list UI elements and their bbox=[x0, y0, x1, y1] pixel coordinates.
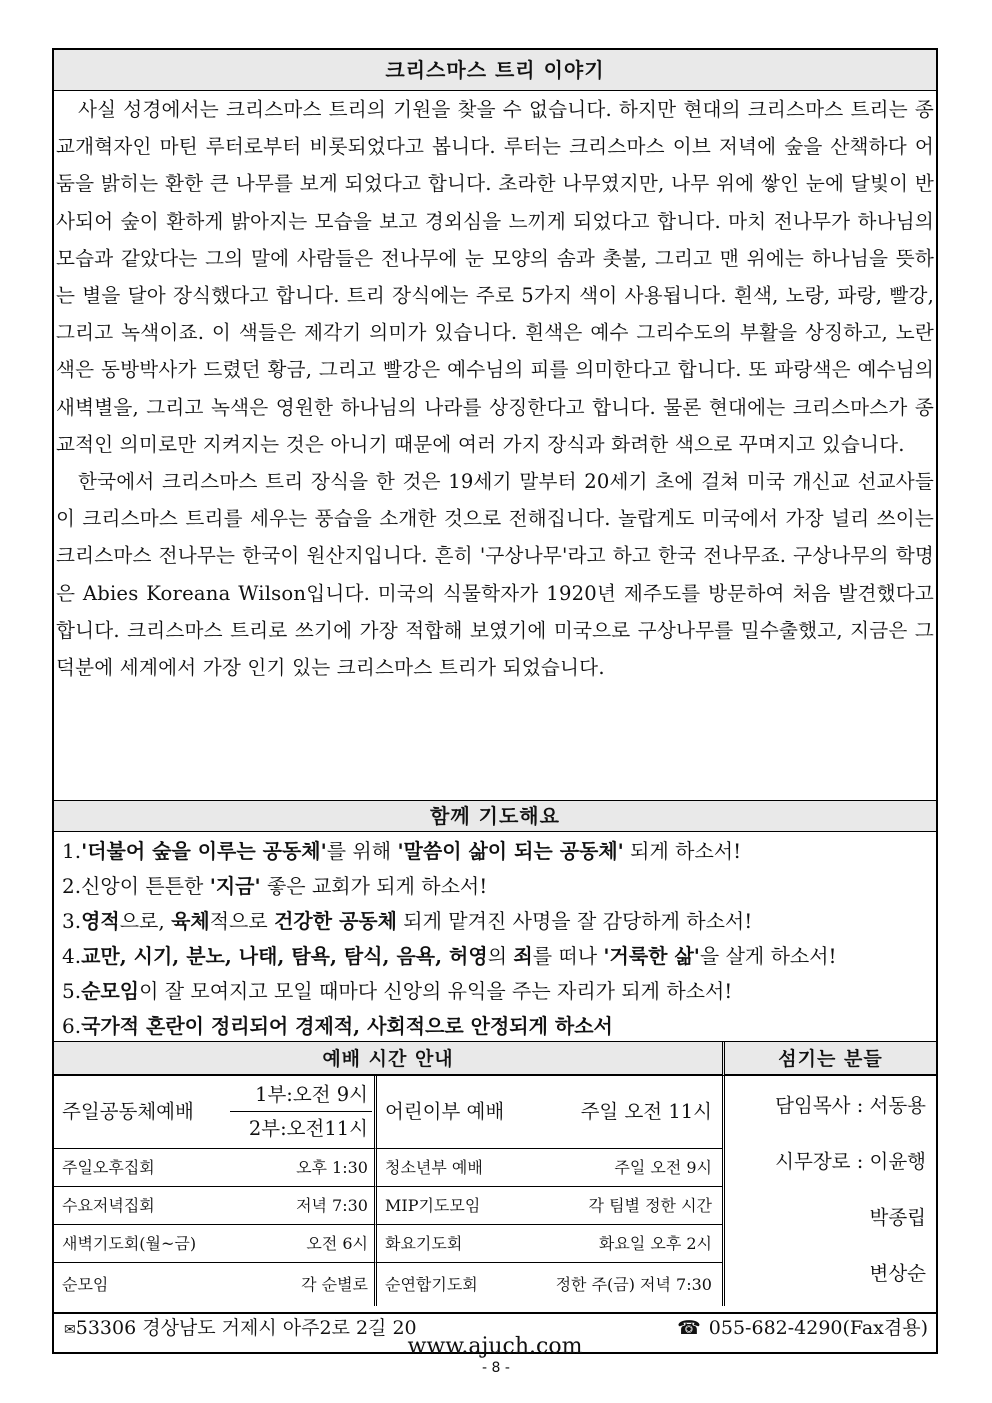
schedule-row-name: MIP기도모임 bbox=[385, 1196, 481, 1215]
text-bold: '말씀이 삶이 되는 공동체' bbox=[397, 839, 624, 863]
story-title: 크리스마스 트리 이야기 bbox=[54, 50, 936, 91]
schedule-title: 예배 시간 안내 bbox=[54, 1042, 722, 1076]
prayer-item-4 bbox=[62, 939, 928, 974]
story-paragraph-2: 한국에서 크리스마스 트리 장식을 한 것은 19세기 말부터 20세기 초에 걸쳐 미국 개신교 선교사들이 크리스마스 트리를 세우는 풍습을 소개한 것으로 전해집니다. 놀랍게도 미국에서 가장 널리 쓰이는 크리스마스 전나무는 한국이 원산지입니다. 흔히 '구상나무'라고 하고 한국 전나무죠. 구상나무의 학명은 Abies Koreana Wilson입니다. 미국의 식물학자가 1920년 제주도를 방문하여 처음 발견했다고 합니다. 크리스마스 트리로 쓰기에 가장 적합해 보였기에 미국으로 구상나무를 밀수출했고, 지금은 그 덕분에 세계에서 가장 인기 있는 크리스마스 트리가 되었습니다. bbox=[56, 470, 934, 680]
schedule-section bbox=[54, 1042, 936, 1312]
sunday-service-row bbox=[54, 1076, 374, 1148]
schedule-row bbox=[374, 1224, 722, 1262]
text: 5. bbox=[62, 979, 82, 1003]
text: 2.신앙이 튼튼한 bbox=[62, 874, 210, 898]
prayer-item-1 bbox=[62, 834, 928, 869]
text-bold: 국가적 혼란이 정리되어 경제적, 사회적으로 안정되게 하소서 bbox=[81, 1014, 613, 1038]
text-bold: '거룩한 삶' bbox=[603, 944, 700, 968]
text: 이 잘 모여지고 모일 때마다 신앙의 유익을 주는 자리가 되게 하소서! bbox=[139, 979, 733, 1003]
schedule-row-name: 수요저녁집회 bbox=[62, 1196, 155, 1215]
phone-text: 055-682-4290(Fax겸용) bbox=[708, 1317, 928, 1339]
schedule-row-time: 오전 6시 bbox=[306, 1234, 368, 1253]
schedule-row bbox=[54, 1262, 374, 1306]
sunday-service-name: 주일공동체예배 bbox=[62, 1100, 194, 1123]
schedule-row-time: 각 팀별 정한 시간 bbox=[588, 1196, 712, 1215]
schedule-row-time: 오후 1:30 bbox=[296, 1158, 368, 1177]
schedule-row-name: 순연합기도회 bbox=[385, 1275, 478, 1294]
phone-icon: ☎ bbox=[677, 1317, 701, 1339]
prayer-item-6 bbox=[62, 1009, 928, 1043]
text: 좋은 교회가 되게 하소서! bbox=[260, 874, 488, 898]
text-bold: 영적 bbox=[81, 909, 120, 933]
children-service-name: 어린이부 예배 bbox=[385, 1100, 505, 1123]
schedule-row bbox=[54, 1224, 374, 1262]
text: 적으로 bbox=[209, 909, 275, 933]
staff-elder: 시무장로 : 이윤행 bbox=[775, 1150, 926, 1173]
schedule-row-time: 저녁 7:30 bbox=[296, 1196, 368, 1215]
schedule-row bbox=[374, 1148, 722, 1186]
schedule-row-name: 새벽기도회(월~금) bbox=[62, 1234, 197, 1253]
schedule-row bbox=[54, 1148, 374, 1186]
text-bold: 건강한 공동체 bbox=[274, 909, 397, 933]
schedule-row-time: 정한 주(금) 저녁 7:30 bbox=[555, 1275, 712, 1294]
footer bbox=[54, 1312, 936, 1359]
text: 으로, bbox=[119, 909, 172, 933]
text: 4. bbox=[62, 944, 82, 968]
text: 되게 하소서! bbox=[623, 839, 742, 863]
schedule-row-name: 주일오후집회 bbox=[62, 1158, 155, 1177]
prayer-title: 함께 기도해요 bbox=[54, 801, 936, 832]
schedule-row bbox=[374, 1186, 722, 1224]
text: 를 위해 bbox=[326, 839, 398, 863]
schedule-row bbox=[374, 1262, 722, 1306]
staff-pastor: 담임목사 : 서동용 bbox=[775, 1094, 926, 1117]
prayer-item-5 bbox=[62, 974, 928, 1009]
page-number: - 8 - bbox=[482, 1360, 510, 1376]
staff-member: 변상순 bbox=[869, 1262, 926, 1285]
schedule-row-name: 청소년부 예배 bbox=[385, 1158, 483, 1177]
sunday-service-time-2: 2부:오전11시 bbox=[248, 1117, 368, 1140]
text: 의 bbox=[487, 944, 514, 968]
page-frame bbox=[52, 48, 938, 1359]
story-body bbox=[54, 91, 936, 801]
text-bold: 육체 bbox=[171, 909, 210, 933]
text-bold: 순모임 bbox=[81, 979, 140, 1003]
staff-list bbox=[722, 1076, 936, 1306]
staff-title: 섬기는 분들 bbox=[722, 1042, 936, 1076]
text: 을 살게 하소서! bbox=[699, 944, 837, 968]
text: 3. bbox=[62, 909, 82, 933]
schedule-row-name: 순모임 bbox=[62, 1275, 109, 1294]
footer-website[interactable]: www.ajuch.com bbox=[407, 1334, 583, 1359]
text-bold: 교만, 시기, 분노, 나태, 탐욕, 탐식, 음욕, 허영 bbox=[81, 944, 488, 968]
children-service-time: 주일 오전 11시 bbox=[580, 1100, 712, 1123]
text: 6. bbox=[62, 1014, 82, 1038]
schedule-row-name: 화요기도회 bbox=[385, 1234, 463, 1253]
envelope-icon: ✉ bbox=[64, 1322, 76, 1338]
address-text: 53306 경상남도 거제시 아주2로 2길 20 bbox=[75, 1317, 417, 1339]
children-service-row bbox=[374, 1076, 722, 1148]
sunday-service-time-1: 1부:오전 9시 bbox=[230, 1078, 372, 1112]
schedule-row bbox=[54, 1186, 374, 1224]
text: 를 떠나 bbox=[532, 944, 604, 968]
prayer-list bbox=[54, 832, 936, 1043]
text-bold: '지금' bbox=[209, 874, 261, 898]
schedule-row-time: 주일 오전 9시 bbox=[614, 1158, 712, 1177]
story-paragraph-1: 사실 성경에서는 크리스마스 트리의 기원을 찾을 수 없습니다. 하지만 현대의 크리스마스 트리는 종교개혁자인 마틴 루터로부터 비롯되었다고 봅니다. 루터는 크리스마스 이브 저녁에 숲을 산책하다 어둠을 밝히는 환한 큰 나무를 보게 되었다고 합니다. 초라한 나무였지만, 나무 위에 쌓인 눈에 달빛이 반사되어 숲이 환하게 밝아지는 모습을 보고 경외심을 느끼게 되었다고 합니다. 마치 전나무가 하나님의 모습과 같았다는 그의 말에 사람들은 전나무에 눈 모양의 솜과 촛불, 그리고 맨 위에는 하나님을 뜻하는 별을 달아 장식했다고 합니다. 트리 장식에는 주로 5가지 색이 사용됩니다. 흰색, 노랑, 파랑, 빨강, 그리고 녹색이죠. 이 색들은 제각기 의미가 있습니다. 흰색은 예수 그리수도의 부활을 상징하고, 노란색은 동방박사가 드렸던 황금, 그리고 빨강은 예수님의 피를 의미한다고 합니다. 또 파랑색은 예수님의 새벽별을, 그리고 녹색은 영원한 하나님의 나라를 상징한다고 합니다. 물론 현대에는 크리스마스가 종교적인 의미로만 지켜지는 것은 아니기 때문에 여러 가지 장식과 화려한 색으로 꾸며지고 있습니다. bbox=[56, 98, 934, 456]
text-bold: '더불어 숲을 이루는 공동체' bbox=[81, 839, 327, 863]
text-bold: 죄 bbox=[513, 944, 533, 968]
text: 1. bbox=[62, 839, 82, 863]
schedule-row-time: 화요일 오후 2시 bbox=[598, 1234, 712, 1253]
staff-member: 박종립 bbox=[869, 1206, 926, 1229]
text: 되게 맡겨진 사명을 잘 감당하게 하소서! bbox=[396, 909, 753, 933]
schedule-row-time: 각 순별로 bbox=[301, 1275, 368, 1294]
prayer-item-2 bbox=[62, 869, 928, 904]
prayer-item-3 bbox=[62, 904, 928, 939]
